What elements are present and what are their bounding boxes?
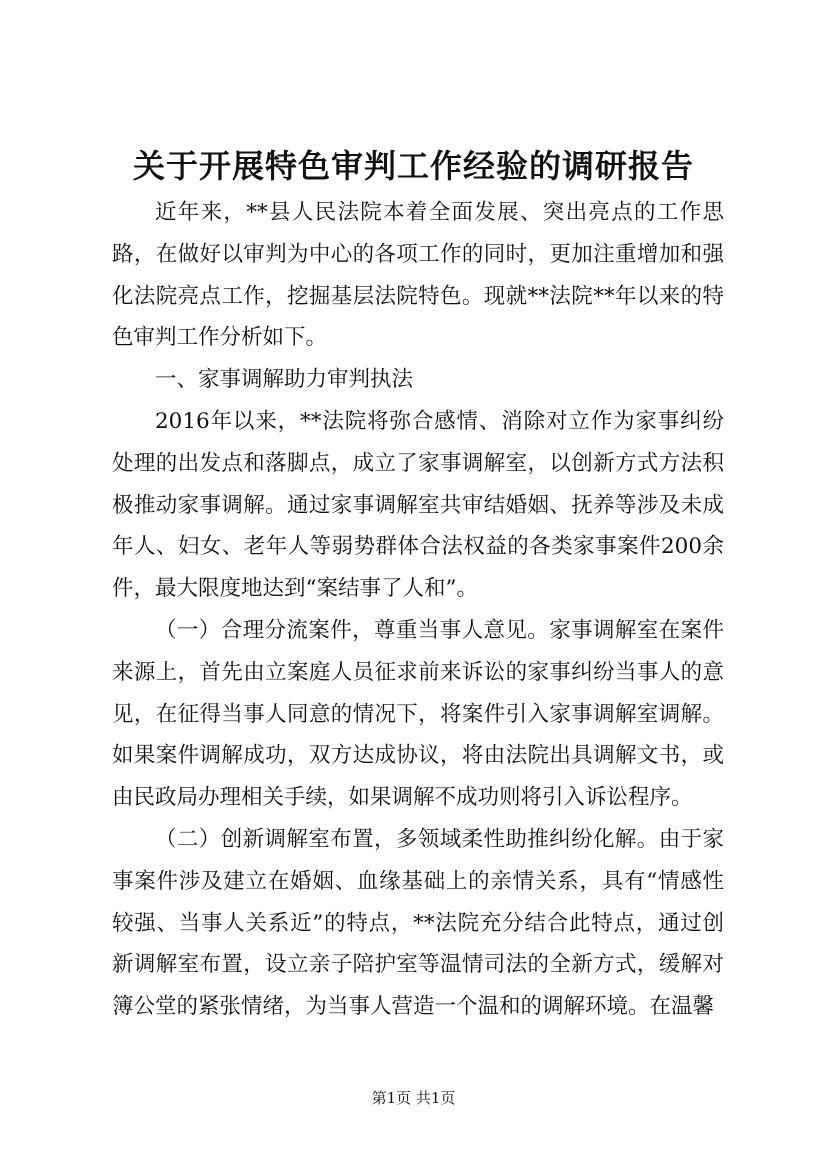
page-number-footer: 第1页 共1页 [371,1089,456,1107]
paragraph-intro: 近年来，**县人民法院本着全面发展、突出亮点的工作思路，在做好以审判为中心的各项工作的同时，更加注重增加和强化法院亮点工作，挖掘基层法院特色。现就**法院**年以来的特色审判工作分析如下。 [112,200,724,351]
document-title: 关于开展特色审判工作经验的调研报告 [132,147,694,185]
paragraph-subsection-2: （二）创新调解室布置，多领域柔性助推纠纷化解。由于家事案件涉及建立在婚姻、血缘基础上的亲情关系，具有“情感性较强、当事人关系近”的特点，**法院充分结合此特点，通过创新调解室布置，设立亲子陪护室等温情司法的全新方式，缓解对簿公堂的紧张情绪，为当事人营造一个温和的调解环境。在温馨 [112,826,724,1020]
section-heading-1: 一、家事调解助力审判执法 [155,367,414,393]
document-body [112,192,724,1028]
paragraph-section-1: 2016年以来，**法院将弥合感情、消除对立作为家事纠纷处理的出发点和落脚点，成立了家事调解室，以创新方式方法积极推动家事调解。通过家事调解室共审结婚姻、抚养等涉及未成年人、妇女、老年人等弱势群体合法权益的各类家事案件200余件，最大限度地达到“案结事了人和”。 [112,408,724,602]
paragraph-subsection-1: （一）合理分流案件，尊重当事人意见。家事调解室在案件来源上，首先由立案庭人员征求前来诉讼的家事纠纷当事人的意见，在征得当事人同意的情况下，将案件引入家事调解室调解。如果案件调解成功，双方达成协议，将由法院出具调解文书，或由民政局办理相关手续，如果调解不成功则将引入诉讼程序。 [112,617,724,811]
